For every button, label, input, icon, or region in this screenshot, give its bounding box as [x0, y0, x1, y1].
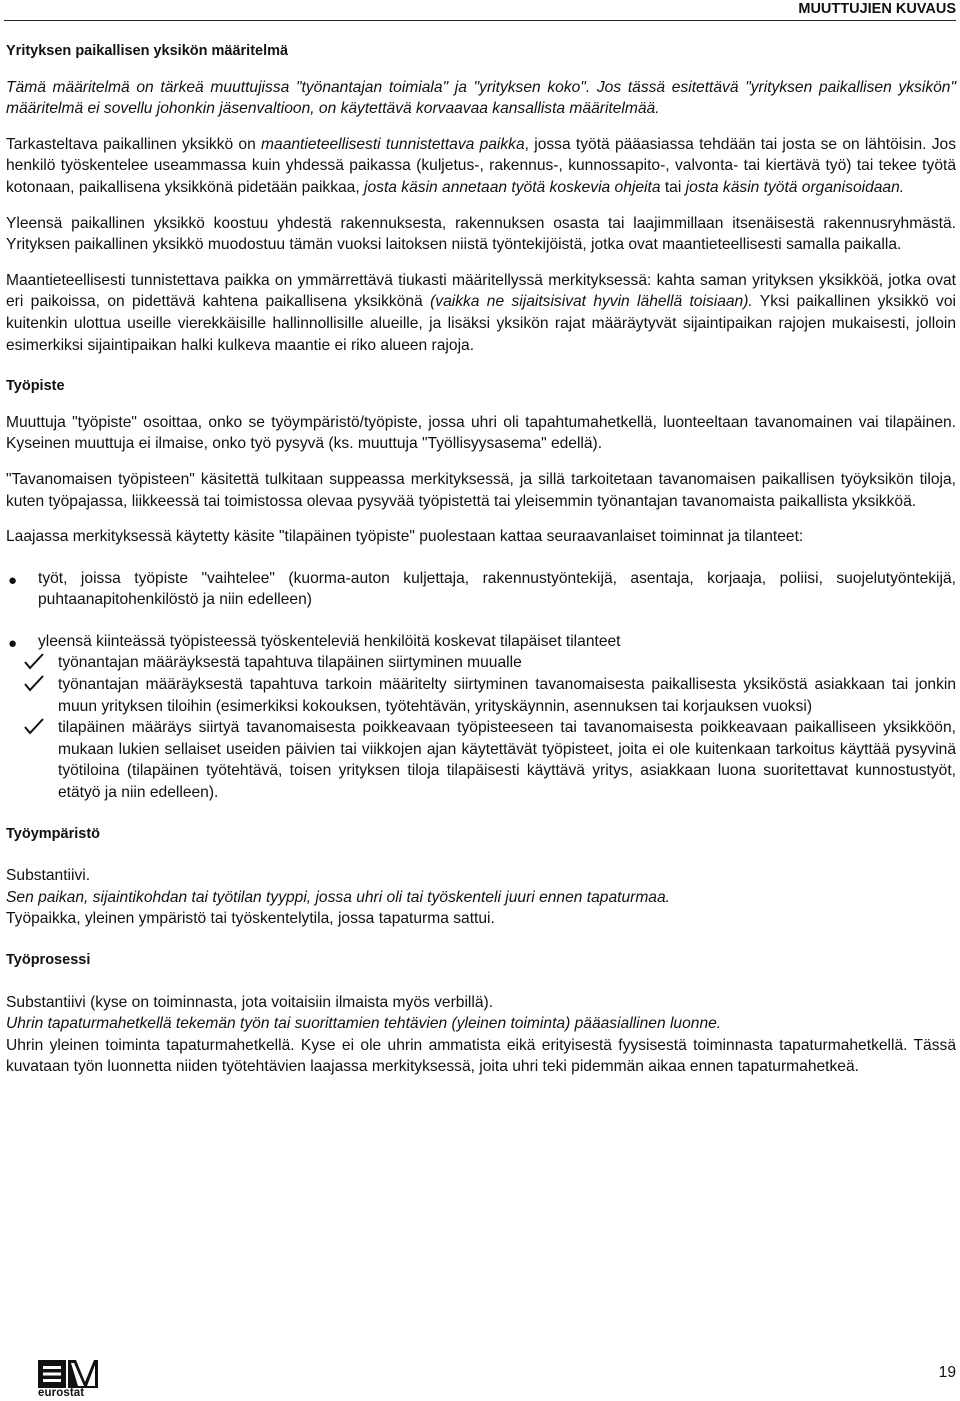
text-run-italic: maantieteellisesti tunnistettava paikka — [261, 135, 525, 153]
heading-process: Työprosessi — [6, 952, 91, 968]
page-header-title: MUUTTUJIEN KUVAUS — [798, 1, 956, 17]
process-line-3: Uhrin yleinen toiminta tapaturmahetkellä. Kyse ei ole uhrin ammatista eikä erityisestä fyysisestä toiminnasta tapaturmahetkellä. Tässä kuvataan työn luonnetta niiden työtehtävien laajassa merkityksessä, joita uhri teki pidemmän aikaa ennen tapaturmahetkeä. — [6, 1036, 956, 1076]
heading-workplace: Työpiste — [6, 378, 65, 395]
text-run: Maantieteellisesti tunnistettava paikka on ymmärrettävä tiukasti määritellyssä merkityksessä: kahta saman yrityksen yksikköä, jotka ovat eri paikoissa, on pidettävä kahtena paikallisena yksikkönä — [6, 271, 956, 311]
bullet-icon: ● — [8, 634, 18, 652]
checkmark-icon — [22, 674, 46, 694]
document-body — [6, 41, 956, 1078]
heading-local-unit: Yrityksen paikallisen yksikön määritelmä — [6, 43, 289, 59]
process-line-2 — [6, 1013, 956, 1035]
intro-note-text: Tämä määritelmä on tärkeä muuttujissa "työnantajan toimiala" ja "yrityksen koko". Jos tässä esitettävä "yrityksen paikallisen yksikön" määritelmä ei sovellu johonkin jäsenvaltioon, on käytettävä korvaavaa kansallista määritelmää. — [6, 78, 956, 118]
workplace-paragraph-1: Muuttuja "työpiste" osoittaa, onko se työympäristö/työpiste, jossa uhri oli tapahtumahetkellä, luonteeltaan tavanomainen vai tilapäinen. Kyseinen muuttuja ei ilmaise, onko työ pysyvä (ks. muuttuja "Työllisyysasema" edellä). — [6, 413, 956, 453]
environment-line-2 — [6, 887, 956, 909]
page-number: 19 — [938, 1364, 956, 1381]
eurostat-logo-icon — [38, 1360, 98, 1388]
text-run: Yksi paikallinen yksikkö voi kuitenkin ulottua useille vierekkäisille hallinnollisille alueille, ja lisäksi yksikön rajat määräytyvät sijaintipaikan rajojen mukaisesti, jolloin esimerkiksi sijaintipaikan halki kulkeva maantie ei riko alueen rajoja. — [6, 293, 956, 354]
check-item — [6, 674, 956, 717]
workplace-paragraph-2: "Tavanomaisen työpisteen" käsitettä tulkitaan suppeassa merkityksessä, ja sillä tarkoitetaan tavanomaisen paikallisen työyksikön tiloja, kuten työpajassa, liikkeessä tai toimistossa olevaa pysyvää työpistettä tai yleisemmin työnantajan tavanomaista paikallista yksikköä. — [6, 470, 956, 510]
text-run: , jossa työtä pääasiassa tehdään tai josta se on lähtöisin. Jos henkilö työskentelee useammassa kuin yhdessä paikassa (kuljetus-, rakennus-, kunnossapito-, valvonta- tai kiertävä työ) tai tekee työtä kotonaan, paikallisena yksikkönä pidetään paikkaa, — [6, 135, 956, 196]
heading-environment: Työympäristö — [6, 825, 101, 842]
list-item — [6, 631, 956, 653]
checkmark-icon — [22, 717, 46, 737]
check-item — [6, 652, 956, 674]
list-item-text: yleensä kiinteässä työpisteessä työskenteleviä henkilöitä koskevat tilapäiset tilanteet — [38, 632, 621, 650]
check-item-text: työnantajan määräyksestä tapahtuva tilapäinen siirtyminen muualle — [58, 654, 522, 672]
text-run-italic: josta käsin annetaan työtä koskevia ohjeita — [364, 178, 661, 196]
text-run: Tarkasteltava paikallinen yksikkö on — [6, 135, 262, 153]
environment-line-1: Substantiivi. — [6, 867, 91, 885]
bullet-icon: ● — [8, 571, 18, 589]
process-line-1: Substantiivi (kyse on toiminnasta, jota voitaisiin ilmaista myös verbillä). — [6, 993, 494, 1011]
environment-line-3: Työpaikka, yleinen ympäristö tai työskentelytila, jossa tapaturma sattui. — [6, 910, 495, 928]
check-item — [6, 717, 956, 803]
local-unit-paragraph-1 — [6, 134, 956, 199]
check-item-text: tilapäinen määräys siirtyä tavanomaisesta poikkeavaan työpisteeseen tai tavanomaisesta poikkeavaan paikalliseen yksikköön, mukaan lukien sellaiset useiden päivien tai viikkojen ajan käytettävät työpisteet, joita ei ole kuitenkaan tarkoitus käyttää pysyvinä työtiloina (tilapäinen työtehtävä, toisen yrityksen tiloja tilapäisesti käyttävä yritys, asiakkaan luona suoritettavat kunnostustyöt, etätyö ja niin edelleen). — [58, 719, 956, 802]
text-run-italic: Uhrin tapaturmahetkellä tekemän työn tai suorittamien tehtävien (yleinen toiminta) pääasiallinen luonne. — [6, 1015, 722, 1033]
list-item — [6, 568, 956, 611]
text-run-italic: josta käsin työtä organisoidaan. — [685, 178, 905, 196]
header-divider — [4, 20, 956, 21]
local-unit-paragraph-3 — [6, 270, 956, 356]
local-unit-paragraph-2: Yleensä paikallinen yksikkö koostuu yhdestä rakennuksesta, rakennuksen osasta tai laajimmillaan itsenäisestä rakennusryhmästä. Yrityksen paikallinen yksikkö muodostuu tämän vuoksi laitoksen niistä työntekijöistä, jotka ovat maantieteellisesti samalla paikalla. — [6, 214, 956, 254]
text-run: tai — [660, 178, 686, 196]
check-item-text: työnantajan määräyksestä tapahtuva tarkoin määritelty siirtyminen tavanomaisesta paikallisesta yksiköstä asiakkaan tai jonkin muun yrityksen tiloihin (esimerkiksi kokouksen, työtehtävän, yrityskäynnin, asennuksen tai korjauksen vuoksi) — [58, 676, 956, 715]
text-run-italic: Sen paikan, sijaintikohdan tai työtilan tyyppi, jossa uhri oli tai työskenteli juuri ennen tapaturmaa. — [6, 888, 670, 906]
list-item-text: työt, joissa työpiste "vaihtelee" (kuorma-auton kuljettaja, rakennustyöntekijä, asentaja, korjaaja, poliisi, suojelutyöntekijä, puhtaanapitohenkilöstö ja niin edelleen) — [38, 569, 956, 609]
eurostat-logo — [38, 1360, 100, 1400]
intro-note — [6, 77, 956, 120]
logo-wordmark: eurostat — [38, 1387, 85, 1399]
checkmark-icon — [22, 652, 46, 672]
workplace-paragraph-3: Laajassa merkityksessä käytetty käsite "tilapäinen työpiste" puolestaan kattaa seuraavanlaiset toiminnat ja tilanteet: — [6, 528, 804, 546]
text-run-italic: (vaikka ne sijaitsisivat hyvin lähellä toisiaan). — [430, 293, 753, 311]
